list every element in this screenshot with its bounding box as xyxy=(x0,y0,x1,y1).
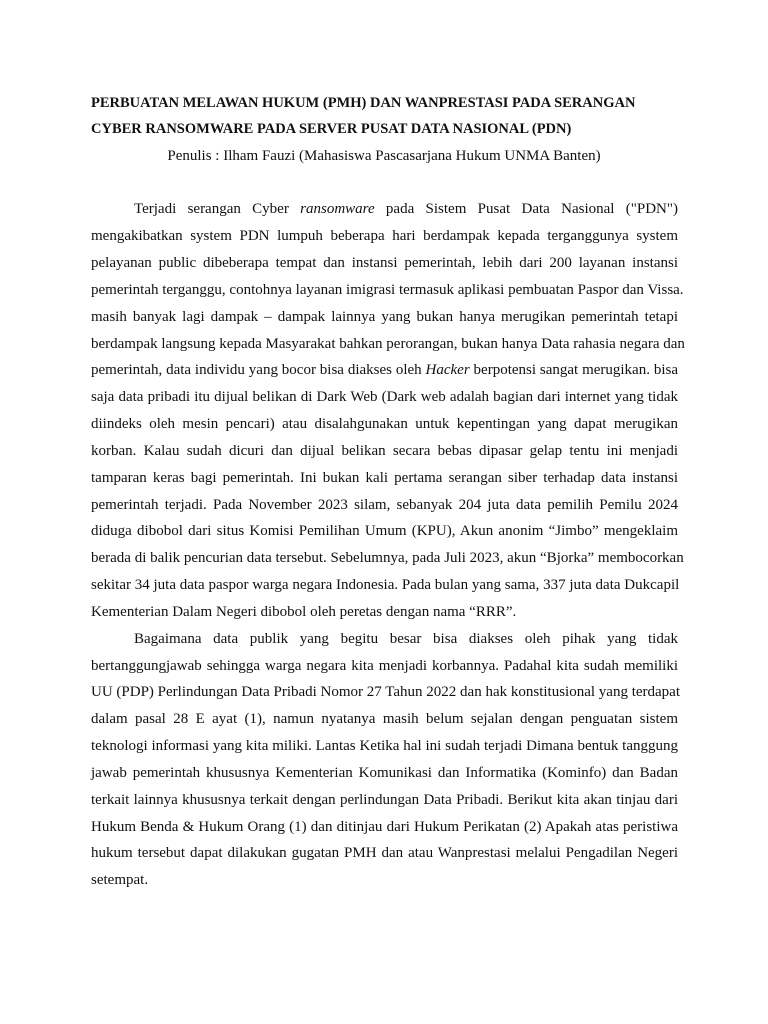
paragraph-line: pemerintah terganggu, contohnya layanan imigrasi termasuk aplikasi pembuatan Paspor dan Vissa. xyxy=(91,282,684,298)
paragraph-line: hukum tersebut dapat dilakukan gugatan PMH dan atau Wanprestasi melalui Pengadilan Negeri xyxy=(91,845,678,861)
paragraph-line: terkait lainnya khususnya terkait dengan perlindungan Data Pribadi. Berikut kita akan tinjau dari xyxy=(91,792,678,808)
paragraph-line: setempat. xyxy=(91,872,149,888)
paragraph-line: Hukum Benda & Hukum Orang (1) dan ditinjau dari Hukum Perikatan (2) Apakah atas peristiwa xyxy=(91,819,678,835)
paragraph-line: pelayanan public dibeberapa tempat dan instansi pemerintah, lebih dari 200 layanan instansi xyxy=(91,255,678,271)
paragraph-line: mengakibatkan system PDN lumpuh beberapa hari berdampak kepada terganggunya system xyxy=(91,228,678,244)
paragraph-line: berada di balik pencurian data tersebut. Sebelumnya, pada Juli 2023, akun “Bjorka” membocorkan xyxy=(91,550,684,566)
paragraph-line: UU (PDP) Perlindungan Data Pribadi Nomor 27 Tahun 2022 dan hak konstitusional yang terdapat xyxy=(91,684,680,700)
paragraph-line: masih banyak lagi dampak – dampak lainnya yang bukan hanya merugikan pemerintah tetapi xyxy=(91,309,678,325)
paragraph-line: teknologi informasi yang kita miliki. Lantas Ketika hal ini sudah terjadi Dimana bentuk tanggung xyxy=(91,738,678,754)
paragraph-line: bertanggungjawab sehingga warga negara kita menjadi korbannya. Padahal kita sudah memiliki xyxy=(91,658,678,674)
paragraph-line: Kementerian Dalam Negeri dibobol oleh peretas dengan nama “RRR”. xyxy=(91,604,517,620)
paragraph-line: tamparan keras bagi pemerintah. Ini bukan kali pertama serangan siber terhadap data instansi xyxy=(91,470,678,486)
paragraph-line: diindeks oleh mesin pencari) atau disalahgunakan untuk kepentingan yang dapat merugikan xyxy=(91,416,678,432)
author-line: Penulis : Ilham Fauzi (Mahasiswa Pascasarjana Hukum UNMA Banten) xyxy=(167,148,601,164)
paragraph-line: sekitar 34 juta data paspor warga negara Indonesia. Pada bulan yang sama, 337 juta data Dukcapil xyxy=(91,577,680,593)
italic-term: ransomware xyxy=(300,201,375,217)
paragraph-line: Bagaimana data publik yang begitu besar bisa diakses oleh pihak yang tidak xyxy=(134,631,678,647)
document-title-line-2: CYBER RANSOMWARE PADA SERVER PUSAT DATA NASIONAL (PDN) xyxy=(91,121,572,137)
paragraph-line: diduga dibobol dari situs Komisi Pemilihan Umum (KPU), Akun anonim “Jimbo” mengeklaim xyxy=(91,523,678,539)
paragraph-line: korban. Kalau sudah dicuri dan dijual belikan secara bebas dipasar gelap tentu ini menjadi xyxy=(91,443,678,459)
paragraph-line: Terjadi serangan Cyber ransomware pada Sistem Pusat Data Nasional ("PDN") xyxy=(134,201,678,217)
document-title-line-1: PERBUATAN MELAWAN HUKUM (PMH) DAN WANPRESTASI PADA SERANGAN xyxy=(91,95,636,111)
paragraph-line: jawab pemerintah khususnya Kementerian Komunikasi dan Informatika (Kominfo) dan Badan xyxy=(91,765,678,781)
paragraph-line: saja data pribadi itu dijual belikan di Dark Web (Dark web adalah bagian dari internet yang tidak xyxy=(91,389,678,405)
paragraph-line: pemerintah, data individu yang bocor bisa diakses oleh Hacker berpotensi sangat merugikan. bisa xyxy=(91,362,678,378)
paragraph-line: pemerintah terjadi. Pada November 2023 silam, sebanyak 204 juta data pemilih Pemilu 2024 xyxy=(91,497,678,513)
paragraph-line: berdampak langsung kepada Masyarakat bahkan perorangan, bukan hanya Data rahasia negara dan xyxy=(91,336,685,352)
paragraph-line: dalam pasal 28 E ayat (1), namun nyatanya masih belum sejalan dengan penguatan sistem xyxy=(91,711,678,727)
italic-term: Hacker xyxy=(425,362,470,378)
